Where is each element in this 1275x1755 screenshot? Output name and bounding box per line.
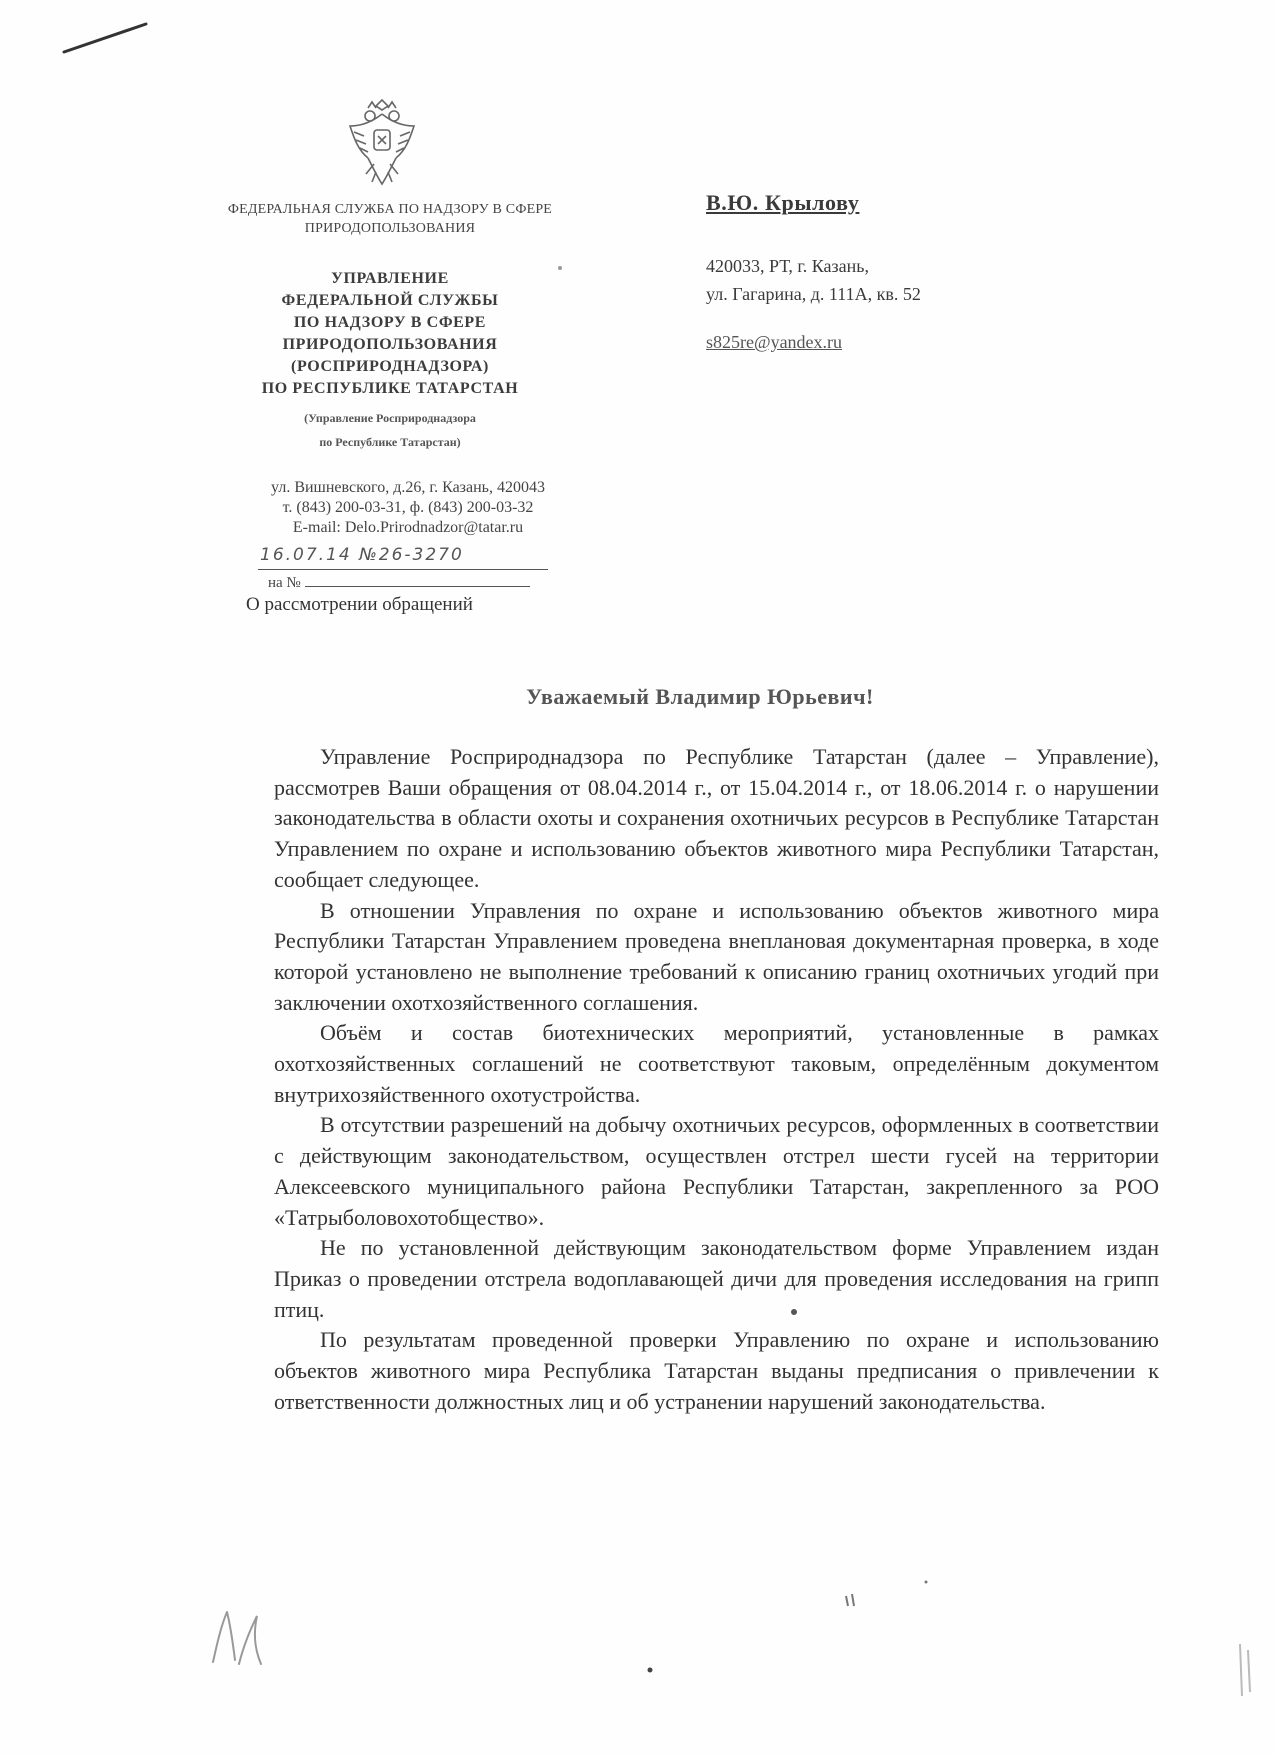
- coat-of-arms-emblem: [332, 92, 432, 192]
- department-line: ПО РЕСПУБЛИКЕ ТАТАРСТАН: [261, 380, 519, 397]
- letter-subject: О рассмотрении обращений: [246, 594, 473, 615]
- sender-phone: т. (843) 200-03-31, ф. (843) 200-03-32: [282, 499, 534, 516]
- recipient-block: [706, 190, 1126, 353]
- department-line: ПРИРОДОПОЛЬЗОВАНИЯ: [282, 336, 498, 353]
- sender-address: ул. Вишневского, д.26, г. Казань, 420043: [271, 479, 545, 496]
- department-line: (РОСПРИРОДНАДЗОРА): [291, 358, 489, 375]
- salutation: Уважаемый Владимир Юрьевич!: [526, 684, 874, 709]
- registration-number-line: [258, 545, 548, 570]
- department-line: ФЕДЕРАЛЬНОЙ СЛУЖБЫ: [281, 292, 499, 309]
- recipient-address-line2: ул. Гагарина, д. 111А, кв. 52: [706, 284, 921, 304]
- reference-label: на №: [268, 575, 301, 591]
- recipient-email[interactable]: s825re@yandex.ru: [706, 332, 843, 352]
- handwritten-initials-mark: [205, 1604, 275, 1670]
- registration-number: 16.07.14 №26-3270: [260, 545, 464, 565]
- body-paragraph: По результатам проведенной проверки Управлению по охране и использованию объектов животного мира Республика Татарстан выданы предписания о привлечении к ответственности должностных лиц и об устранении нарушений законодательства.: [274, 1327, 1159, 1414]
- department-short-line1: (Управление Росприроднадзора: [304, 411, 476, 425]
- body-paragraph: Управление Росприроднадзора по Республике Татарстан (далее – Управление), рассмотрев Ваши обращения от 08.04.2014 г., от 15.04.2014 г., от 18.06.2014 г. о нарушении законодательства в области охоты и сохранения охотничьих ресурсов в Республике Татарстан Управлением по охране и использованию объектов животного мира Республики Татарстан, сообщает следующее.: [274, 744, 1159, 892]
- reference-line: [268, 572, 548, 592]
- sender-block: [195, 200, 585, 454]
- sender-email: E-mail: Delo.Prirodnadzor@tatar.ru: [292, 519, 524, 536]
- recipient-name: В.Ю. Крылову: [706, 190, 860, 215]
- department-line: УПРАВЛЕНИЕ: [331, 270, 449, 287]
- department-short-line2: по Республике Татарстан): [319, 435, 461, 449]
- letter-body: [274, 742, 1159, 1417]
- recipient-address-line1: 420033, РТ, г. Казань,: [706, 256, 869, 276]
- body-paragraph: Объём и состав биотехнических мероприятий, установленные в рамках охотхозяйственных соглашений не соответствуют таковым, определённым документом внутрихозяйственного охотустройства.: [274, 1020, 1159, 1107]
- scan-edge-artifact: [1236, 1640, 1256, 1700]
- recipient-address: [706, 252, 1126, 308]
- agency-name-line1: ФЕДЕРАЛЬНАЯ СЛУЖБА ПО НАДЗОРУ В СФЕРЕ: [227, 202, 553, 217]
- department-name: [195, 268, 585, 400]
- pen-stroke-mark: [60, 20, 150, 56]
- department-line: ПО НАДЗОРУ В СФЕРЕ: [293, 314, 487, 331]
- department-short-name: [195, 406, 585, 454]
- body-paragraph: В отсутствии разрешений на добычу охотничьих ресурсов, оформленных в соответствии с действующим законодательством, осуществлен отстрел шести гусей на территории Алексеевского муниципального района Республики Татарстан, закрепленного за РОО «Татрыболовохотобщество».: [274, 1112, 1159, 1230]
- reference-blank: [305, 572, 530, 587]
- body-paragraph: В отношении Управления по охране и использованию объектов животного мира Республики Татарстан Управлением проведена внеплановая документарная проверка, в ходе которой установлено не выполнение требований к описанию границ охотничьих угодий при заключении охотхозяйственного соглашения.: [274, 897, 1159, 1015]
- body-paragraph: Не по установленной действующим законодательством форме Управлением издан Приказ о проведении отстрела водоплавающей дичи для проведения исследования на грипп птиц.: [274, 1235, 1159, 1322]
- sender-contacts: [218, 478, 598, 538]
- agency-name-line2: ПРИРОДОПОЛЬЗОВАНИЯ: [304, 221, 476, 236]
